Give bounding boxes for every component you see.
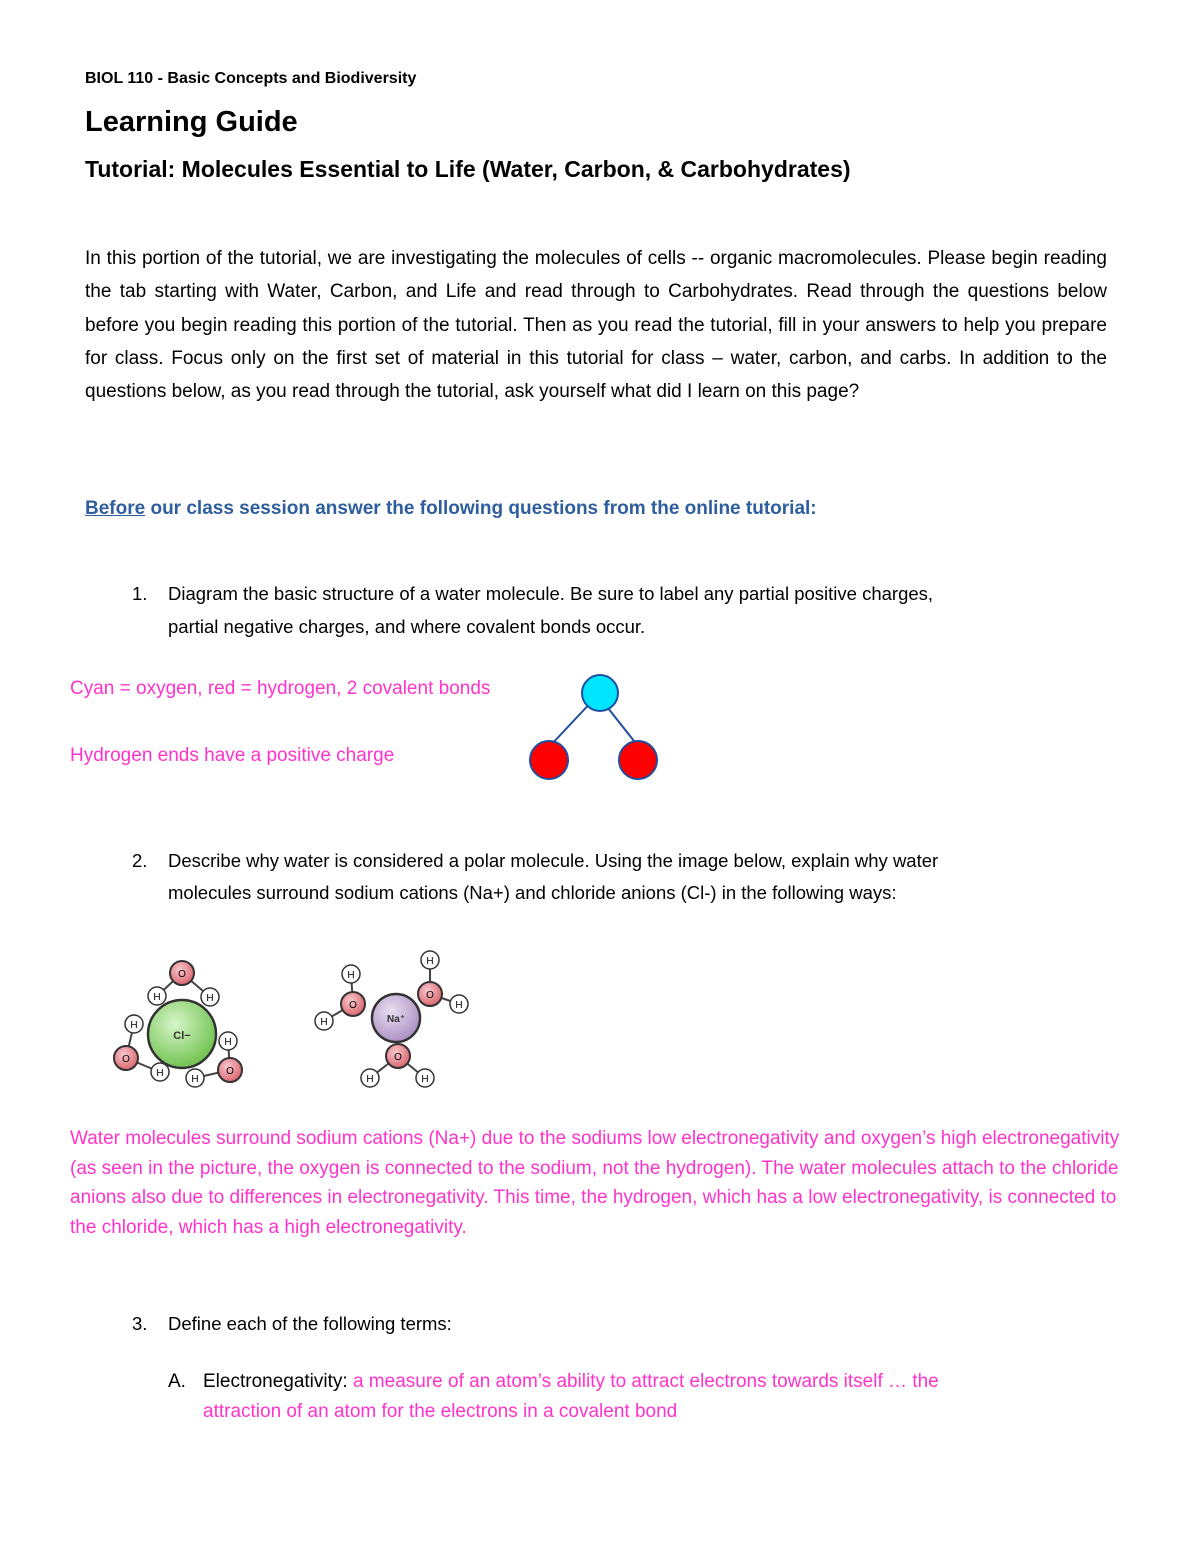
hydrogen-atom-left	[530, 741, 568, 779]
hydrogen-label: H	[153, 992, 161, 1003]
term-a-definition-2: attraction of an atom for the electrons in a covalent bond	[203, 1401, 678, 1422]
oxygen-atom	[582, 675, 618, 711]
oxygen-label: O	[394, 1052, 402, 1063]
term-a-letter: A.	[168, 1371, 186, 1392]
sodium-label: Na⁺	[386, 1014, 406, 1025]
oxygen-label: O	[349, 1000, 357, 1011]
instruction-line	[85, 498, 817, 520]
question-3-text: Define each of the following terms:	[168, 1313, 452, 1334]
chloride-label: Cl−	[173, 1030, 191, 1042]
term-a-name: Electronegativity:	[203, 1371, 348, 1392]
hydrogen-label: H	[320, 1017, 328, 1028]
question-1-line-1: Diagram the basic structure of a water molecule. Be sure to label any partial positive charges,	[168, 583, 934, 604]
hydrogen-label: H	[191, 1074, 199, 1085]
course-name: BIOL 110 - Basic Concepts and Biodiversity	[85, 70, 417, 87]
hydrogen-label: H	[206, 993, 214, 1004]
question-3-number: 3.	[132, 1313, 148, 1334]
page-subtitle: Tutorial: Molecules Essential to Life (Water, Carbon, & Carbohydrates)	[85, 156, 851, 182]
question-1-number: 1.	[132, 583, 148, 604]
term-a-definition-1: a measure of an atom’s ability to attract electrons towards itself … the	[347, 1371, 939, 1392]
question-1-line-2: partial negative charges, and where covalent bonds occur.	[168, 616, 646, 637]
sodium-hydration	[315, 951, 468, 1087]
oxygen-label: O	[122, 1054, 130, 1065]
question-2-number: 2.	[132, 850, 148, 871]
question-2-line-2: molecules surround sodium cations (Na+) and chloride anions (Cl-) in the following ways:	[168, 882, 897, 903]
hydrogen-label: H	[366, 1074, 374, 1085]
ion-hydration-figure	[100, 940, 490, 1100]
oxygen-label: O	[178, 969, 186, 980]
instruction-underlined: Before	[85, 498, 146, 519]
hydrogen-label: H	[130, 1020, 138, 1031]
oxygen-label: O	[426, 990, 434, 1001]
hydrogen-label: H	[347, 970, 355, 981]
intro-paragraph: In this portion of the tutorial, we are investigating the molecules of cells -- organic macromolecules. Please begin reading the tab starting with Water, Carbon, and Life and read through to Carbohydrates. Read through the questions below before you begin reading this portion of the tutorial. Then as you read the tutorial, fill in your answers to help you prepare for class. Focus only on the first set of material in this tutorial for class – water, carbon, and carbs. In addition to the questions below, as you read through the tutorial, ask yourself what did I learn on this page?	[85, 248, 1107, 403]
hydrogen-label: H	[455, 1000, 463, 1011]
chloride-hydration	[114, 961, 242, 1087]
answer-2-paragraph: Water molecules surround sodium cations (Na+) due to the sodiums low electronegativity and oxygen’s high electronegativity (as seen in the picture, the oxygen is connected to the sodium, not the hydrogen). The water molecules attach to the chloride anions also due to differences in electronegativity. This time, the hydrogen, which has a low electronegativity, is connected to the chloride, which has a high electronegativity.	[70, 1128, 1120, 1238]
answer-1-line-1: Cyan = oxygen, red = hydrogen, 2 covalent bonds	[70, 678, 491, 699]
hydrogen-atom-right	[619, 741, 657, 779]
instruction-rest: our class session answer the following questions from the online tutorial:	[145, 498, 817, 519]
answer-1-line-2: Hydrogen ends have a positive charge	[70, 745, 395, 766]
hydrogen-label: H	[156, 1068, 164, 1079]
question-2-line-1: Describe why water is considered a polar molecule. Using the image below, explain why water	[168, 850, 939, 871]
oxygen-label: O	[226, 1066, 234, 1077]
term-a-line-1	[203, 1366, 939, 1398]
water-molecule-diagram	[520, 668, 670, 783]
hydrogen-label: H	[421, 1074, 429, 1085]
page-title: Learning Guide	[85, 106, 298, 138]
hydrogen-label: H	[224, 1037, 232, 1048]
hydrogen-label: H	[426, 956, 434, 967]
